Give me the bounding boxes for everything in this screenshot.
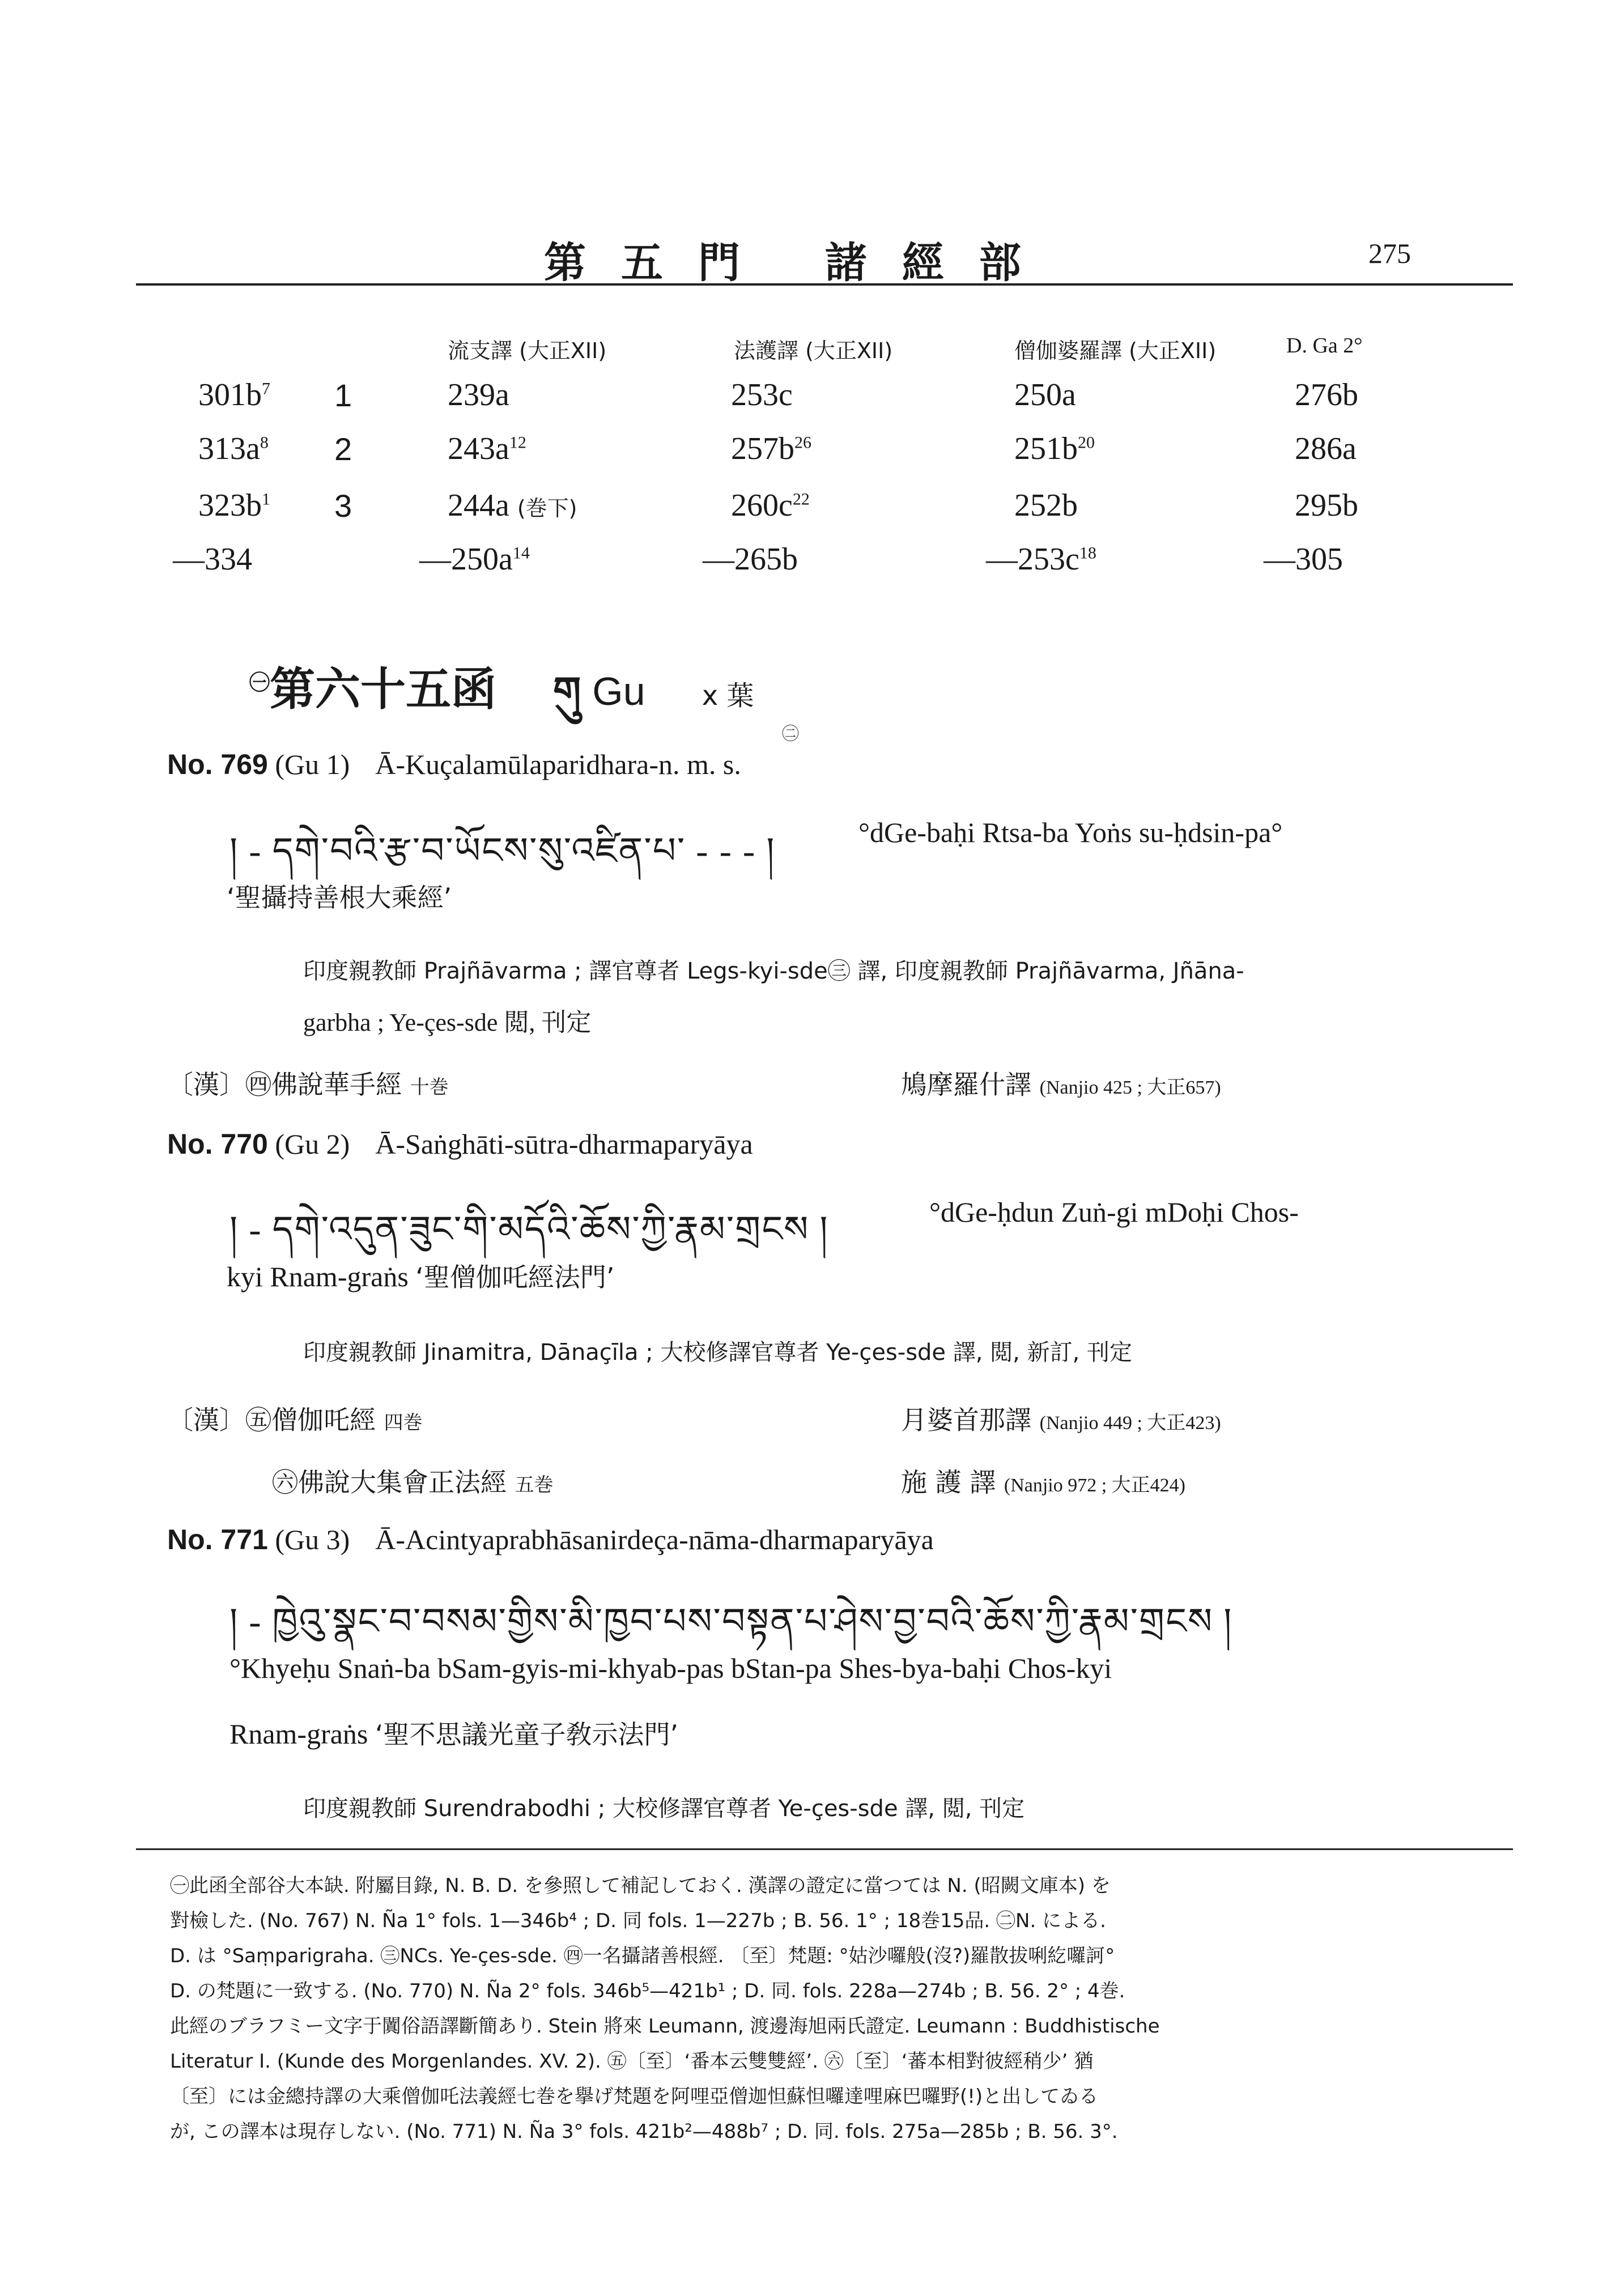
table-cell: 239a [448, 377, 509, 413]
chinese-parallel-translator [901, 1400, 1221, 1437]
table-cell: 250a [1014, 377, 1076, 413]
table-header: 流支譯 (大正XII) [448, 338, 607, 363]
footnote-line: Literatur I. (Kunde des Morgenlandes. XV. 2). ㊄〔至〕‘番本云雙雙經’. ㊅〔至〕‘蕃本相對彼經稍少’ 猶 [170, 2050, 1094, 2073]
table-cell: 313a [198, 431, 260, 466]
entry-translators: 印度親教師 Surendrabodhi ; 大校修譯官尊者 Ye-çes-sde 譯, 閲, 刊定 [303, 1796, 1025, 1822]
han-translator: 施 護 譯 [901, 1467, 996, 1498]
table-row [198, 377, 270, 413]
table-row [198, 487, 270, 524]
entry-translators: garbha ; Ye-çes-sde 閲, 刊定 [303, 1009, 592, 1036]
table-cell: 301b [198, 377, 262, 413]
chinese-parallel [272, 1462, 554, 1499]
han-label: 〔漢〕 [167, 1405, 245, 1435]
table-row [731, 431, 811, 467]
entry-transliteration: kyi Rnam-graṅs [227, 1261, 409, 1292]
han-title: ㊃佛說華手經 [245, 1069, 402, 1100]
table-row [419, 541, 530, 577]
table-header: D. Ga 2° [1286, 334, 1363, 358]
han-vols: 五巻 [515, 1474, 554, 1496]
entry-number: No. 771 [167, 1524, 268, 1555]
table-cell: 244a [448, 488, 509, 523]
han-reference: (Nanjio 449 ; 大正423) [1039, 1413, 1221, 1434]
han-label: 〔漢〕 [167, 1069, 245, 1100]
table-cell: —265b [703, 542, 798, 577]
header-rule [136, 283, 1513, 286]
table-cell-note: (巻下) [517, 496, 577, 521]
entry-japanese-title: ‘聖攝持善根大乘經’ [227, 882, 452, 913]
table-cell: 243a [448, 431, 509, 466]
entry-transliteration: °dGe-baḥi Rtsa-ba Yoṅs su-ḥdsin-pa° [858, 817, 1283, 848]
han-vols: 四巻 [384, 1411, 423, 1434]
han-vols: 十巻 [410, 1076, 449, 1099]
entry-translators: 印度親教師 Jinamitra, Dānaçīla ; 大校修譯官尊者 Ye-çes-sde 譯, 閲, 新訂, 刊定 [303, 1340, 1133, 1366]
entry-transliteration-cont [229, 1714, 678, 1751]
table-row [1014, 431, 1095, 467]
table-cell-sup: 14 [512, 543, 530, 563]
han-title: ㊄僧伽吒經 [245, 1405, 376, 1435]
table-cell: 295b [1295, 488, 1358, 523]
footnote-mark: ㊀ [249, 671, 270, 695]
table-cell: —253c [986, 542, 1079, 577]
han-translator: 月婆首那譯 [901, 1405, 1031, 1435]
chinese-parallel-translator [901, 1064, 1221, 1102]
table-cell-sup: 20 [1078, 433, 1095, 452]
volume-title: 第六十五函 [270, 663, 497, 716]
han-title: ㊅佛說大集會正法經 [272, 1467, 507, 1498]
table-cell-sup: 18 [1079, 543, 1096, 563]
table-row [448, 487, 577, 524]
table-cell-sup: 22 [792, 490, 810, 509]
table-row [198, 431, 269, 467]
entry-transliteration-cont [227, 1257, 615, 1294]
entry-number: No. 769 [167, 749, 268, 780]
table-cell: —305 [1264, 542, 1343, 577]
entry-transliteration: Rnam-graṅs [229, 1718, 368, 1750]
entry-transliteration: °dGe-ḥdun Zuṅ-gi mDoḥi Chos- [929, 1196, 1299, 1228]
footnote-rule [136, 1848, 1513, 1850]
table-cell: 1 [334, 377, 352, 413]
table-cell: 286a [1295, 431, 1357, 466]
entry-sanskrit-title: Ā-Acintyaprabhāsanirdeça-nāma-dharmaparyāya [375, 1524, 934, 1555]
entry-tibetan-title: ། - དགེ་བའི་རྩ་བ་ཡོངས་སུ་འཛིན་པ་ - - - ། [229, 831, 776, 871]
entry-tibetan-title: ། - ཁྱེའུ་སྣང་བ་བསམ་གྱིས་མི་ཁྱབ་པས་བསྟན་པ་ཤེས་བྱ་བའི་ཆོས་ཀྱི་རྣམ་གྲངས ། [229, 1601, 1233, 1642]
table-cell: 260c [731, 488, 793, 523]
footnote-line: D. の梵題に一致する. (No. 770) N. Ña 2° fols. 346b⁵—421b¹ ; D. 同. fols. 228a—274b ; B. 56. 2° ; 4巻. [170, 1980, 1125, 2002]
table-cell: —334 [173, 542, 252, 577]
volume-folios: x 葉 [702, 680, 754, 712]
entry-tibetan-title: ། - དགེ་འདུན་ཟུང་གི་མདོའི་ཆོས་ཀྱི་རྣམ་གྲངས ། [229, 1209, 829, 1249]
footnote-line: が, この譯本は現存しない. (No. 771) N. Ña 3° fols. 421b²—488b⁷ ; D. 同. fols. 275a—285b ; B. 56. 3°. [170, 2120, 1118, 2143]
entry-japanese-title: ‘聖不思議光童子敎示法門’ [375, 1719, 679, 1750]
footnote-line: ㊀此函全部谷大本缺. 附屬目錄, N. B. D. を參照して補記しておく. 漢譯の證定に當つては N. (昭闕文庫本) を [170, 1874, 1111, 1897]
volume-heading [249, 647, 754, 759]
table-cell: 3 [334, 488, 352, 524]
entry-heading [167, 1523, 934, 1556]
table-cell: 2 [334, 431, 352, 467]
table-cell-sup: 8 [260, 433, 269, 452]
han-translator: 鳩摩羅什譯 [901, 1069, 1031, 1100]
page-number: 275 [1368, 237, 1411, 269]
table-cell: 323b [198, 488, 262, 523]
volume-roman-letter: Gu [592, 669, 645, 713]
volume-tibetan-letter: གུ [553, 670, 581, 714]
han-reference: (Nanjio 972 ; 大正424) [1004, 1475, 1186, 1496]
table-cell-sup: 12 [509, 433, 526, 452]
table-cell-sup: 1 [262, 490, 270, 509]
table-cell: 257b [731, 431, 794, 466]
table-cell-sup: 26 [794, 433, 811, 452]
entry-japanese-title: ‘聖僧伽吒經法門’ [415, 1262, 615, 1292]
entry-transliteration: °Khyeḥu Snaṅ-ba bSam-gyis-mi-khyab-pas bStan-pa Shes-bya-baḥi Chos-kyi [229, 1652, 1112, 1684]
table-cell: —250a [419, 542, 513, 577]
footnote-mark: ㊁ [782, 724, 799, 744]
table-header: 僧伽婆羅譯 (大正XII) [1014, 338, 1217, 363]
table-row [986, 541, 1096, 577]
chinese-parallel [167, 1064, 449, 1102]
entry-number: No. 770 [167, 1128, 268, 1160]
footnote-line: D. は °Saṃparigraha. ㊂NCs. Ye-çes-sde. ㊃一名攝諸善根經. 〔至〕梵題: °姑沙囉般(沒?)羅散拔唎紇囉訶° [170, 1945, 1115, 1967]
entry-gu-ref: (Gu 1) [275, 749, 350, 780]
running-header-title: 第五門 諸經部 [544, 239, 1056, 287]
entry-gu-ref: (Gu 3) [275, 1524, 350, 1555]
chinese-parallel-translator [901, 1462, 1185, 1499]
entry-heading [167, 748, 741, 781]
han-reference: (Nanjio 425 ; 大正657) [1039, 1077, 1221, 1098]
chinese-parallel [167, 1400, 423, 1437]
table-cell: 276b [1295, 377, 1358, 413]
table-cell: 252b [1014, 488, 1078, 523]
table-cell-sup: 7 [262, 379, 270, 398]
entry-sanskrit-title: Ā-Kuçalamūlaparidhara-n. m. s. [375, 749, 741, 780]
entry-sanskrit-title: Ā-Saṅghāti-sūtra-dharmaparyāya [375, 1128, 753, 1160]
table-header: 法護譯 (大正XII) [734, 338, 893, 363]
footnote-line: 對檢した. (No. 767) N. Ña 1° fols. 1—346b⁴ ; D. 同 fols. 1—227b ; B. 56. 1° ; 18巻15品. ㊁N. による. [170, 1910, 1106, 1932]
entry-heading [167, 1128, 753, 1160]
entry-translators: 印度親教師 Prajñāvarma ; 譯官尊者 Legs-kyi-sde㊂ 譯, 印度親教師 Prajñāvarma, Jñāna- [303, 958, 1244, 984]
table-row [731, 487, 810, 524]
table-cell: 253c [731, 377, 793, 413]
table-row [448, 431, 526, 467]
footnote-line: 〔至〕には金總持譯の大乘僧伽吒法義經七巻を擧げ梵題を阿哩亞僧迦怛蘇怛囉達哩麻巴囉野(!)と出してゐる [170, 2085, 1099, 2108]
table-cell: 251b [1014, 431, 1078, 466]
footnote-line: 此經のブラフミー文字于闐俗語譯斷簡あり. Stein 將來 Leumann, 渡邊海旭兩氏證定. Leumann : Buddhistische [170, 2015, 1160, 2038]
entry-gu-ref: (Gu 2) [275, 1128, 350, 1160]
